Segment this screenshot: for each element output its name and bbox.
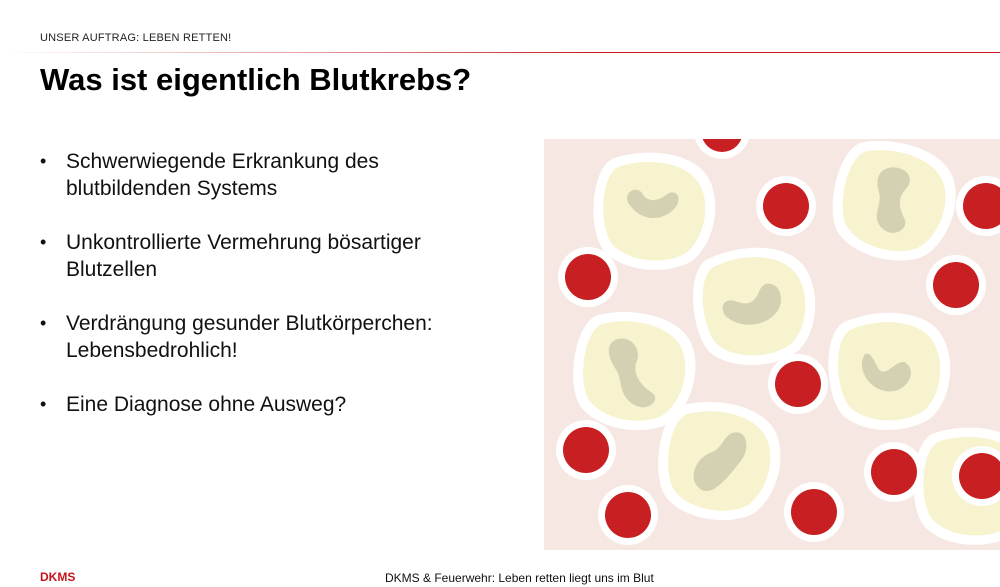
- bullet-item: [40, 148, 510, 202]
- footer-brand: DKMS: [40, 570, 76, 584]
- bullet-marker: •: [40, 313, 47, 333]
- footer-text: DKMS & Feuerwehr: Leben retten liegt uns im Blut: [385, 571, 654, 585]
- bullet-line: Lebensbedrohlich!: [66, 339, 238, 362]
- bullet-line: Blutzellen: [66, 258, 158, 281]
- bullet-line: Eine Diagnose ohne Ausweg?: [66, 393, 347, 416]
- bullet-line: Unkontrollierte Vermehrung bösartiger: [66, 231, 421, 254]
- bullet-item: [40, 229, 510, 283]
- bullet-line: Schwerwiegende Erkrankung des: [66, 150, 379, 173]
- page-title: Was ist eigentlich Blutkrebs?: [40, 62, 472, 97]
- blood-cells-illustration: [544, 139, 1000, 550]
- bullet-marker: •: [40, 394, 47, 414]
- bullet-line: Verdrängung gesunder Blutkörperchen:: [66, 312, 433, 335]
- bullet-marker: •: [40, 151, 47, 171]
- bullet-marker: •: [40, 232, 47, 252]
- bullet-list: [40, 148, 510, 445]
- header-divider: [0, 52, 1000, 53]
- header-label: UNSER AUFTRAG: LEBEN RETTEN!: [40, 32, 232, 44]
- bullet-line: blutbildenden Systems: [66, 177, 278, 200]
- bullet-item: [40, 391, 510, 418]
- bullet-item: [40, 310, 510, 364]
